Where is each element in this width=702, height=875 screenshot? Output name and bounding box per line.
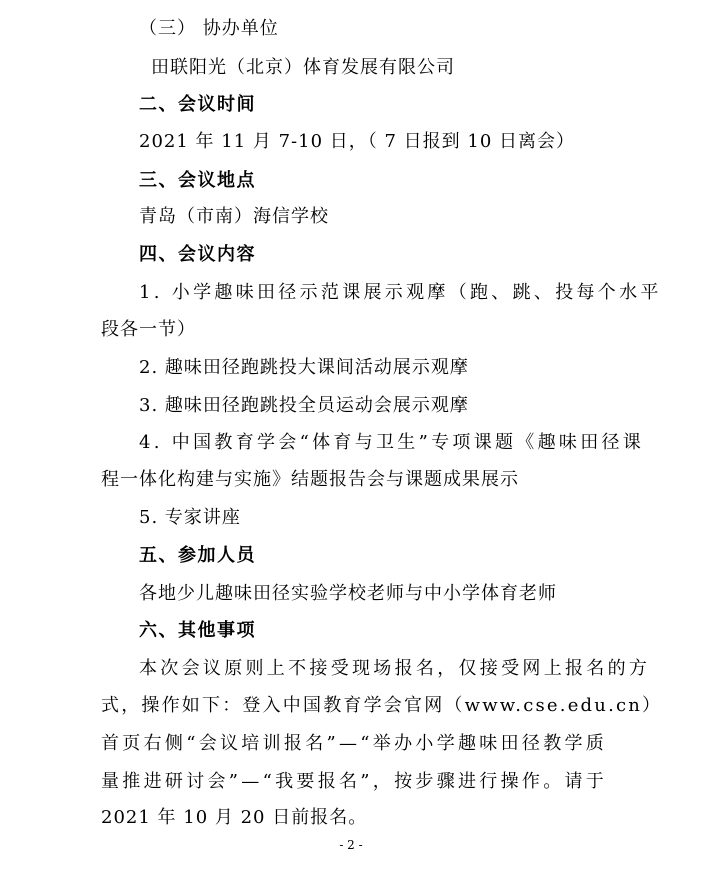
content-item-5: 5. 专家讲座: [139, 507, 241, 528]
section-co-organizer-heading: （三） 协办单位: [139, 18, 279, 39]
section-content-heading: 四、会议内容: [139, 244, 256, 265]
other-paragraph-line-2: 式，操作如下：登入中国教育学会官网（www.cse.edu.cn）: [101, 695, 663, 716]
content-item-3: 3. 趣味田径跑跳投全员运动会展示观摩: [139, 395, 469, 416]
other-paragraph-line-1: 本次会议原则上不接受现场报名，仅接受网上报名的方: [139, 658, 651, 679]
section-time-heading: 二、会议时间: [139, 94, 256, 115]
content-item-4-line-2: 程一体化构建与实施》结题报告会与课题成果展示: [101, 469, 519, 490]
venue-text: 青岛（市南）海信学校: [139, 206, 329, 227]
section-venue-heading: 三、会议地点: [139, 170, 256, 191]
co-organizer-name: 田联阳光（北京）体育发展有限公司: [151, 57, 455, 78]
meeting-time-text: 2021 年 11 月 7-10 日，（ 7 日报到 10 日离会）: [139, 131, 576, 152]
other-paragraph-line-3: 首页右侧“会议培训报名”—“举办小学趣味田径教学质: [101, 733, 608, 754]
content-item-2: 2. 趣味田径跑跳投大课间活动展示观摩: [139, 357, 469, 378]
other-paragraph-line-4: 量推进研讨会”—“我要报名”，按步骤进行操作。请于: [101, 771, 608, 792]
section-participants-heading: 五、参加人员: [139, 545, 256, 566]
other-paragraph-line-5: 2021 年 10 月 20 日前报名。: [101, 807, 368, 828]
content-item-4-line-1: 4. 中国教育学会“体育与卫生”专项课题《趣味田径课: [139, 432, 645, 453]
participants-text: 各地少儿趣味田径实验学校老师与中小学体育老师: [139, 583, 557, 604]
content-item-1-line-2: 段各一节）: [101, 319, 196, 340]
page-number: - 2 -: [339, 838, 363, 852]
section-other-heading: 六、其他事项: [139, 620, 256, 641]
content-item-1-line-1: 1. 小学趣味田径示范课展示观摩（跑、跳、投每个水平: [139, 282, 662, 303]
